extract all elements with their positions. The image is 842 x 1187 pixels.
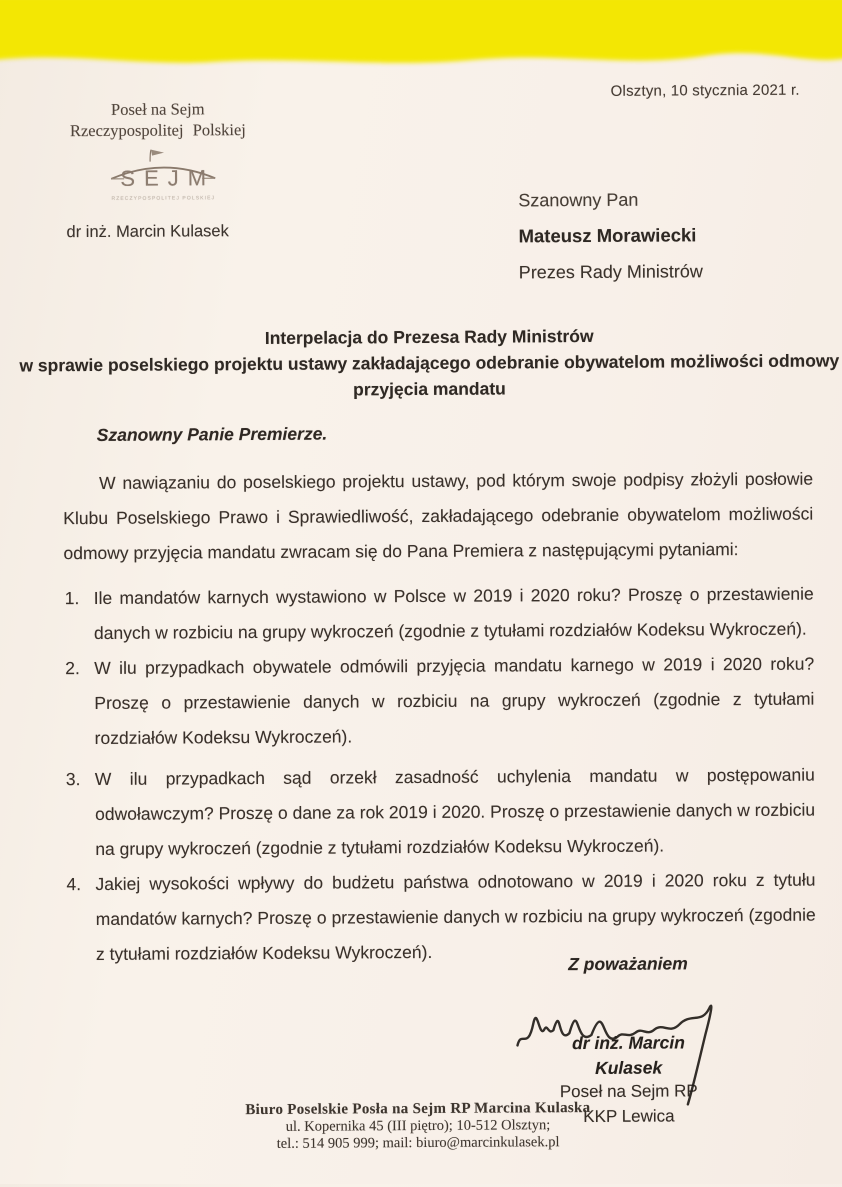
date-line: Olsztyn, 10 stycznia 2021 r. [610, 81, 800, 100]
sejm-logo-wordmark: SEJM [120, 165, 216, 191]
question-text: Jakiej wysokości wpływy do budżetu państwa odnotowano w 2019 i 2020 roku z tytułu mandatów karnych? Proszę o przestawienie danych w rozbiciu na grupy wykroczeń (zgodnie z tytułami rozdziałów Kodeksu Wykroczeń). [95, 869, 816, 964]
office-contact: tel.: 514 905 999; mail: biuro@marcinkulasek.pl [276, 1134, 560, 1152]
intro-paragraph: W nawiązaniu do poselskiego projektu ustawy, pod którym swoje podpisy złożyli posłowie Klubu Poselskiego Prawo i Sprawiedliwość, zakładającego odebranie obywatelom możliwości odmowy przyjęcia mandatu zwracam się do Pana Premiera z następującymi pytaniami: [63, 468, 814, 564]
signer-title-club: KKP Lewica [583, 1105, 675, 1126]
office-address: ul. Kopernika 45 (III piętro); 10-512 Olsztyn; [285, 1117, 551, 1135]
subject-line2: w sprawie poselskiego projektu ustawy zakładającego odebranie obywatelom możliwości odmowy [19, 350, 840, 376]
question-item [64, 577, 814, 652]
subject-line3: przyjęcia mandatu [353, 378, 506, 400]
sejm-logo [98, 143, 228, 206]
sender-letterhead-title [56, 98, 260, 141]
recipient-block [518, 181, 703, 290]
question-text: W ilu przypadkach obywatele odmówili przyjęcia mandatu karnego w 2019 i 2020 roku? Proszę o przestawienie danych w rozbiciu na grupy wykroczeń (zgodnie z tytułami rozdziałów Kodeksu Wykroczeń). [94, 653, 815, 748]
question-number: 4. [66, 874, 82, 895]
question-text: Ile mandatów karnych wystawiono w Polsce w 2019 i 2020 roku? Proszę o przestawienie danych w rozbiciu na grupy wykroczeń (zgodnie z tytułami rozdziałów Kodeksu Wykroczeń). [93, 583, 814, 644]
question-number: 3. [65, 769, 81, 790]
question-item [65, 758, 816, 868]
question-item [64, 647, 815, 757]
subject-heading [17, 321, 841, 404]
recipient-name: Mateusz Morawiecki [518, 224, 697, 247]
handwritten-signature [511, 970, 727, 1109]
question-text: W ilu przypadkach sąd orzekł zasadność uchylenia mandatu w postępowaniu odwoławczym? Proszę o dane za rok 2019 i 2020. Proszę o przestawienie danych w rozbiciu na grupy wykroczeń (zgodnie z tytułami rozdziałów Kodeksu Wykroczeń). [94, 764, 816, 859]
office-name: Biuro Poselskie Posła na Sejm RP Marcina Kulaska [245, 1099, 591, 1119]
sender-name: dr inż. Marcin Kulasek [66, 222, 229, 242]
questions-list [64, 577, 816, 973]
question-number: 1. [64, 588, 80, 609]
signer-name: dr inż. Marcin Kulasek [572, 1032, 685, 1078]
subject-line1: Interpelacja do Prezesa Rady Ministrów [264, 325, 594, 348]
greeting-line: Szanowny Panie Premierze. [96, 423, 328, 445]
closing-phrase: Z poważaniem [568, 953, 688, 975]
sender-title-line1: Poseł na Sejm [110, 99, 205, 119]
recipient-title: Prezes Rady Ministrów [518, 261, 703, 283]
recipient-salutation: Szanowny Pan [518, 189, 639, 211]
question-number: 2. [65, 658, 80, 679]
sender-title-line2: Rzeczypospolitej Polskiej [69, 120, 246, 141]
signer-title-sejm: Poseł na Sejm RP [559, 1081, 698, 1102]
sejm-logo-subtext: RZECZYPOSPOLITEJ POLSKIEJ [111, 195, 216, 202]
